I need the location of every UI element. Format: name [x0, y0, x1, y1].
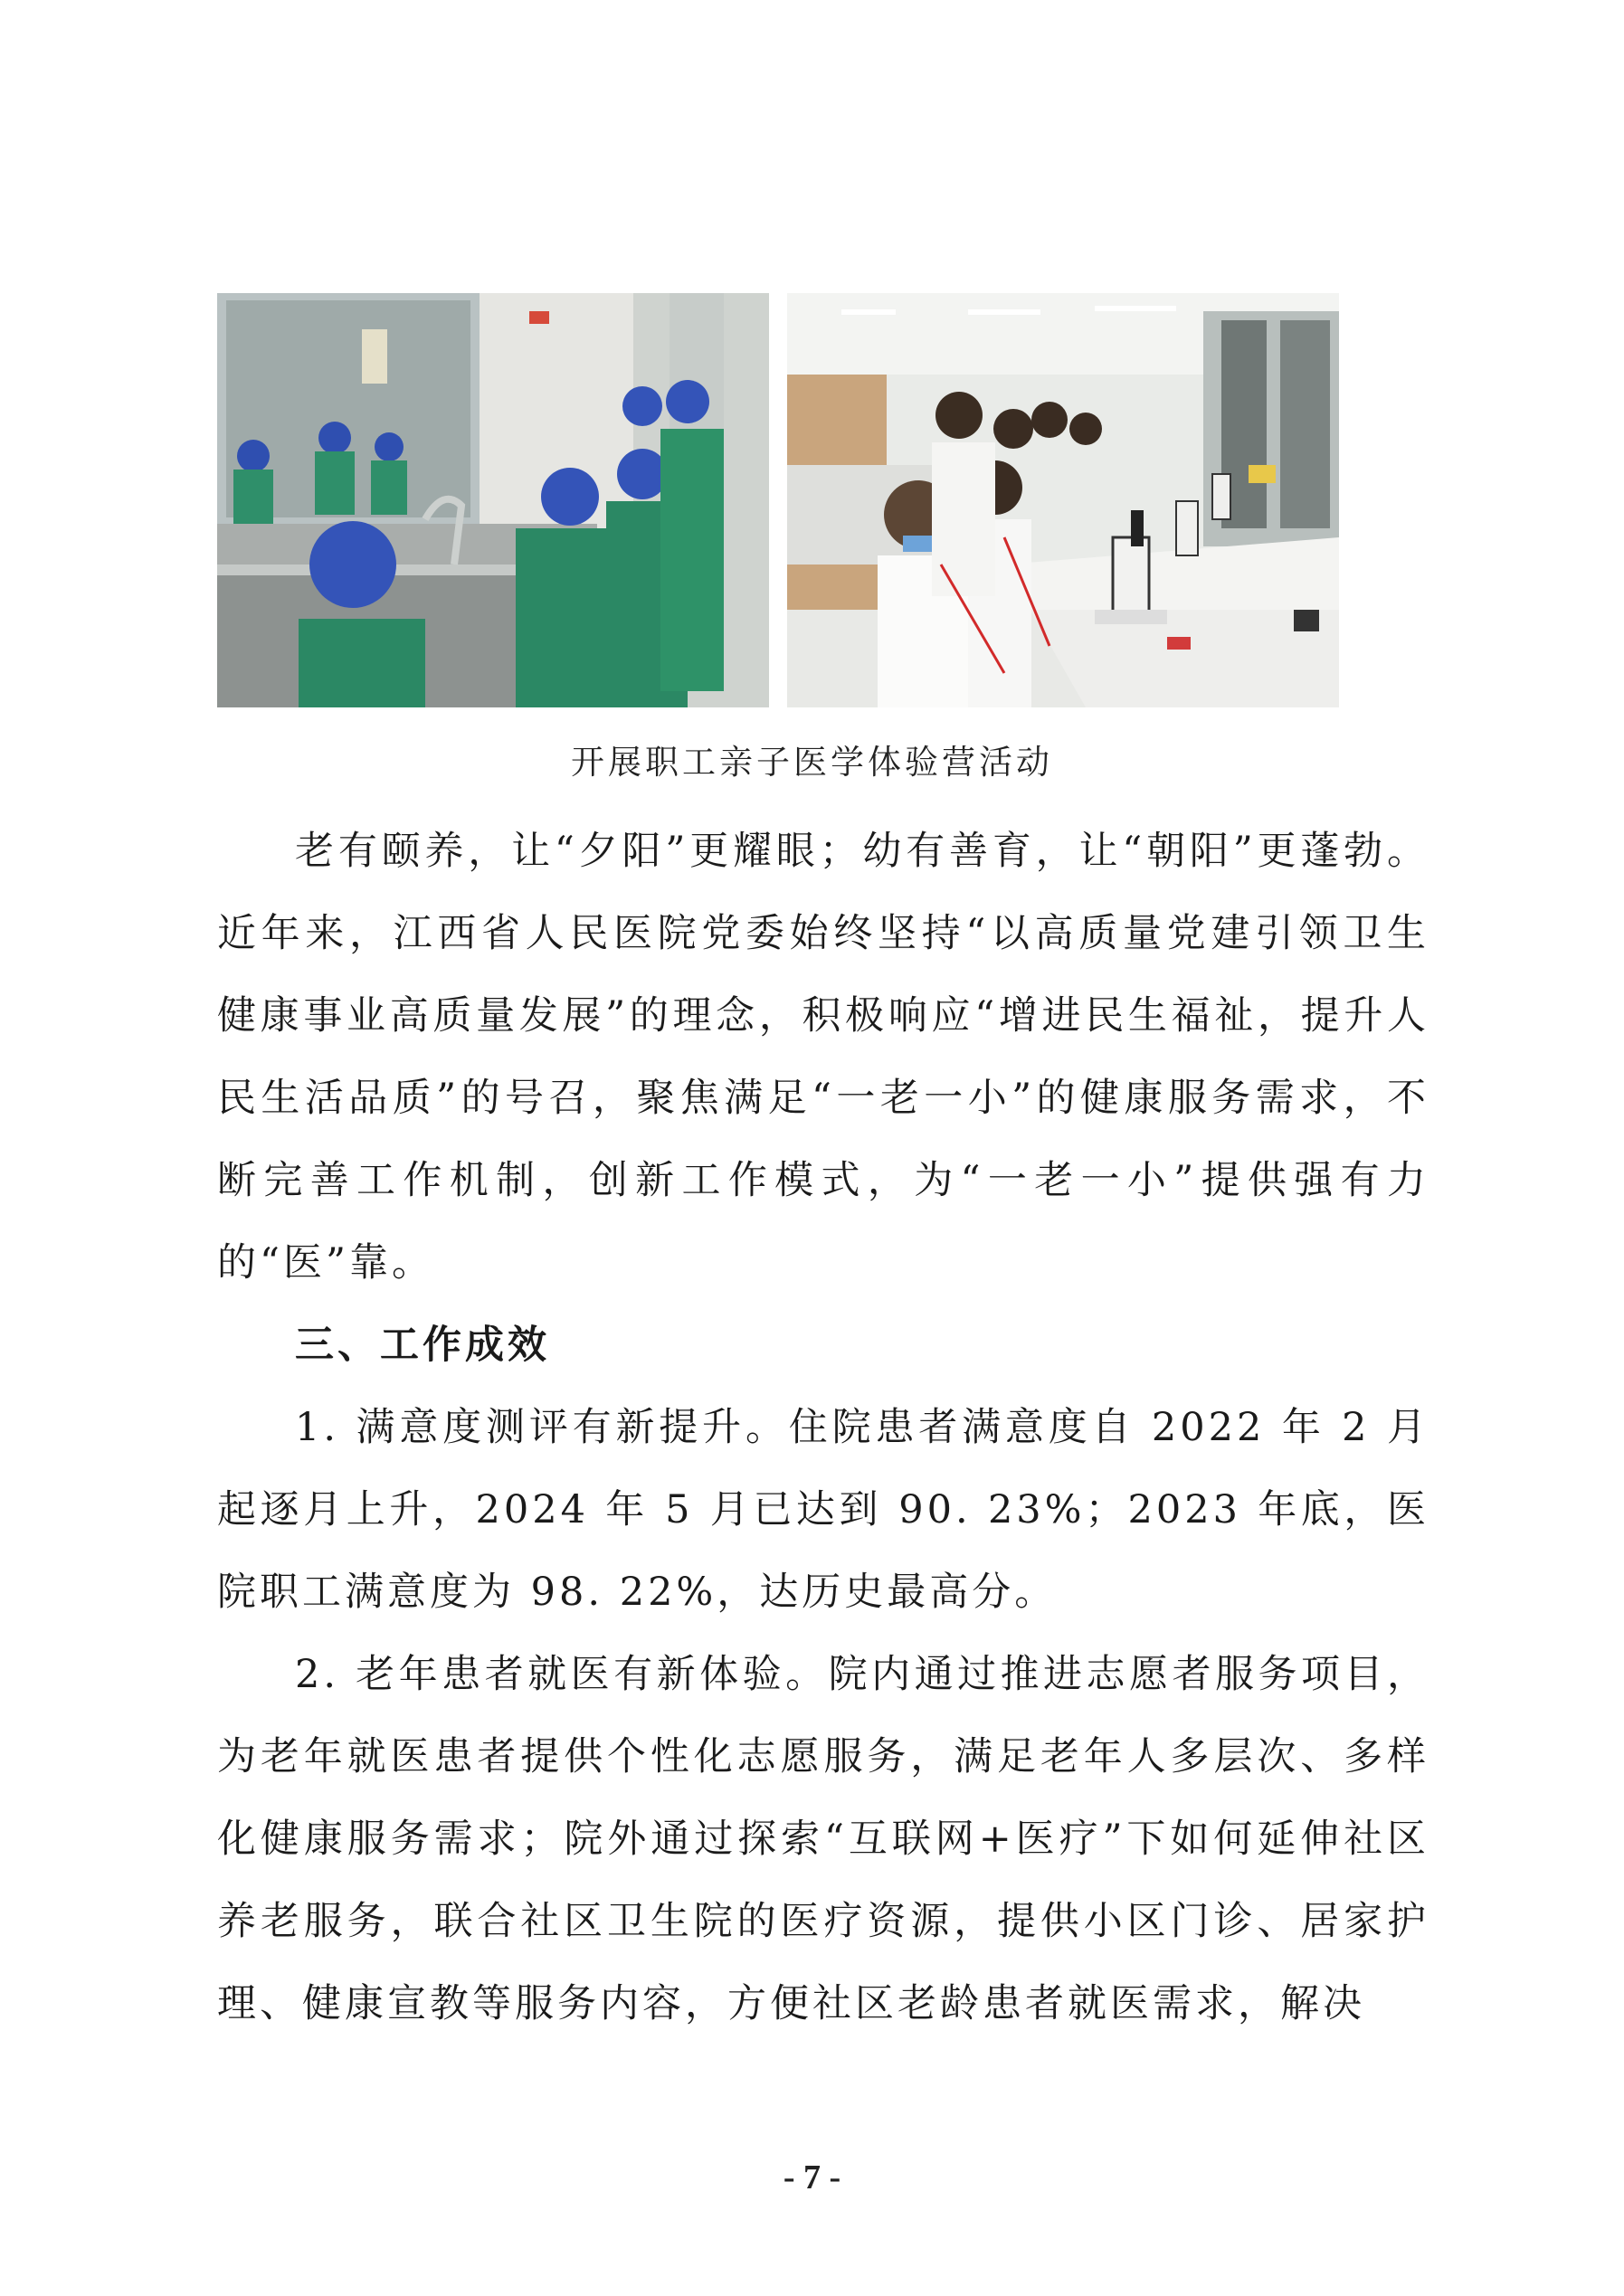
photo-handwashing — [217, 293, 769, 707]
paragraph-satisfaction: 1. 满意度测评有新提升。住院患者满意度自 2022 年 2 月起逐月上升，2024 年 5 月已达到 90. 23%；2023 年底，医院职工满意度为 98. 22%，达历史最高分。 — [217, 1405, 1429, 1615]
page-number: - 7 - — [783, 2158, 841, 2196]
photo-microscope — [787, 293, 1339, 707]
paragraph-elderly-care: 2. 老年患者就医有新体验。院内通过推进志愿者服务项目，为老年就医患者提供个性化志愿服务，满足老年人多层次、多样化健康服务需求；院外通过探索“互联网+医疗”下如何延伸社区养老服务，联合社区卫生院的医疗资源，提供小区门诊、居家护理、健康宣教等服务内容，方便社区老龄患者就医需求，解决 — [217, 1652, 1429, 2026]
photo-row — [217, 293, 1339, 707]
paragraph-intro: 老有颐养，让“夕阳”更耀眼；幼有善育，让“朝阳”更蓬勃。近年来，江西省人民医院党委始终坚持“以高质量党建引领卫生健康事业高质量发展”的理念，积极响应“增进民生福祉，提升人民生活品质”的号召，聚焦满足“一老一小”的健康服务需求，不断完善工作机制，创新工作模式，为“一老一小”提供强有力的“医”靠。 — [217, 829, 1429, 1286]
photo-caption: 开展职工亲子医学体验营活动 — [571, 743, 1053, 782]
document-body — [217, 811, 1429, 2045]
section-heading: 三、工作成效 — [295, 1323, 550, 1368]
